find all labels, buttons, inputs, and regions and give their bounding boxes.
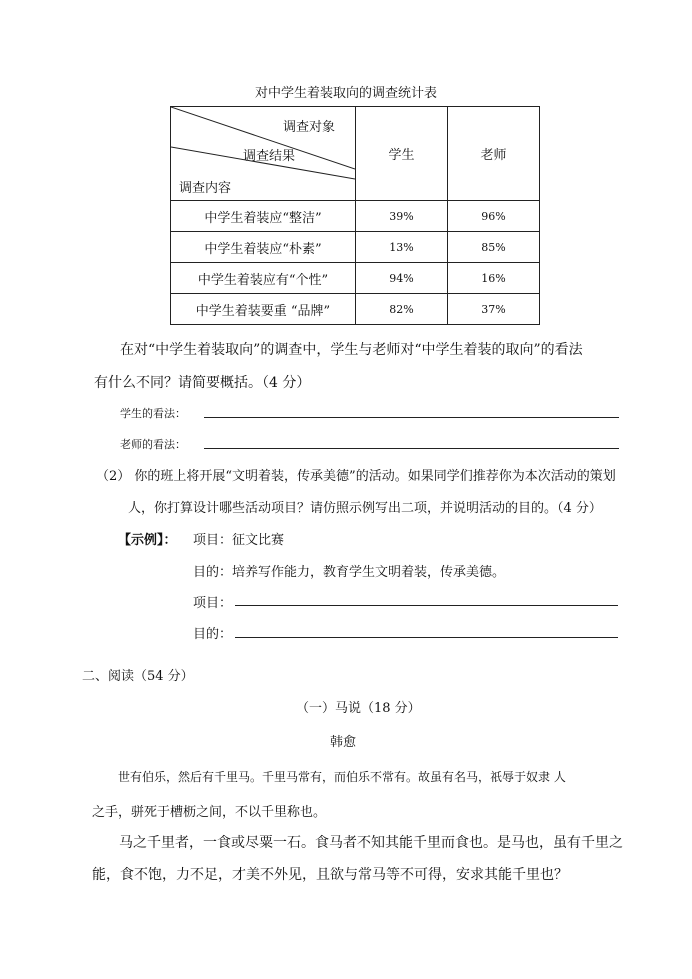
passage-p2-line1: 马之千里者，一食或尽粟一石。食马者不知其能千里而食也。是马也，虽有千里之: [119, 835, 623, 851]
project-answer-line[interactable]: [235, 605, 618, 606]
section-heading: 二、阅读（54 分）: [82, 669, 194, 684]
project-label: 项目：: [193, 596, 233, 611]
passage-p1-line1: 世有伯乐，然后有千里马。千里马常有，而伯乐不常有。故虽有名马，祇辱于奴隶 人: [118, 770, 566, 784]
passage-p2-line2: 能，食不饱，力不足，才美不外见，且欲与常马等不可得，安求其能千里也？: [92, 867, 568, 883]
student-value: 13%: [356, 232, 448, 263]
row-item: 中学生着装应有“个性”: [171, 263, 356, 294]
purpose-answer-line[interactable]: [235, 637, 618, 638]
passage-p1-line2: 之手，骈死于槽枥之间，不以千里称也。: [92, 805, 327, 820]
q1-text-line2: 有什么不同？请简要概括。（4 分）: [94, 375, 311, 391]
passage-author: 韩愈: [330, 735, 357, 750]
q2-text-line1: （2） 你的班上将开展“文明着装，传承美德”的活动。如果同学们推荐你为本次活动的策划: [96, 469, 616, 484]
example-purpose: 目的：培养写作能力，教育学生文明着装，传承美德。: [193, 565, 506, 580]
row-item: 中学生着装应“整洁”: [171, 201, 356, 232]
column-header-student: 学生: [356, 107, 448, 201]
table-row: [171, 232, 540, 263]
teacher-view-label: 老师的看法：: [120, 438, 186, 451]
teacher-value: 16%: [448, 263, 540, 294]
student-value: 82%: [356, 294, 448, 325]
row-item: 中学生着装要重 “品牌”: [171, 294, 356, 325]
teacher-value: 85%: [448, 232, 540, 263]
table-row: [171, 201, 540, 232]
student-view-label: 学生的看法：: [120, 407, 186, 420]
example-label: 【示例】：: [118, 533, 177, 548]
diag-label-subject: 调查对象: [283, 120, 336, 135]
table-row: [171, 263, 540, 294]
student-value: 39%: [356, 201, 448, 232]
diagonal-header-cell: [171, 107, 356, 201]
student-view-answer-line[interactable]: [204, 417, 619, 418]
example-project: 项目：征文比赛: [193, 533, 285, 548]
q1-text-line1: 在对“中学生着装取向”的调查中，学生与老师对“中学生着装的取向”的看法: [120, 342, 583, 358]
row-item: 中学生着装应“朴素”: [171, 232, 356, 263]
column-header-teacher: 老师: [448, 107, 540, 201]
diag-label-result: 调查结果: [243, 149, 296, 164]
diag-label-content: 调查内容: [179, 181, 232, 196]
table-row: [171, 294, 540, 325]
q2-text-line2: 人，你打算设计哪些活动项目？请仿照示例写出二项，并说明活动的目的。（4 分）: [128, 501, 602, 516]
student-value: 94%: [356, 263, 448, 294]
passage-subheading: （一）马说（18 分）: [296, 701, 421, 716]
teacher-value: 37%: [448, 294, 540, 325]
purpose-label: 目的：: [193, 627, 233, 642]
table-header-row: [171, 107, 540, 201]
survey-table: [170, 106, 540, 325]
teacher-value: 96%: [448, 201, 540, 232]
table-title: 对中学生着装取向的调查统计表: [255, 86, 438, 101]
teacher-view-answer-line[interactable]: [204, 448, 619, 449]
